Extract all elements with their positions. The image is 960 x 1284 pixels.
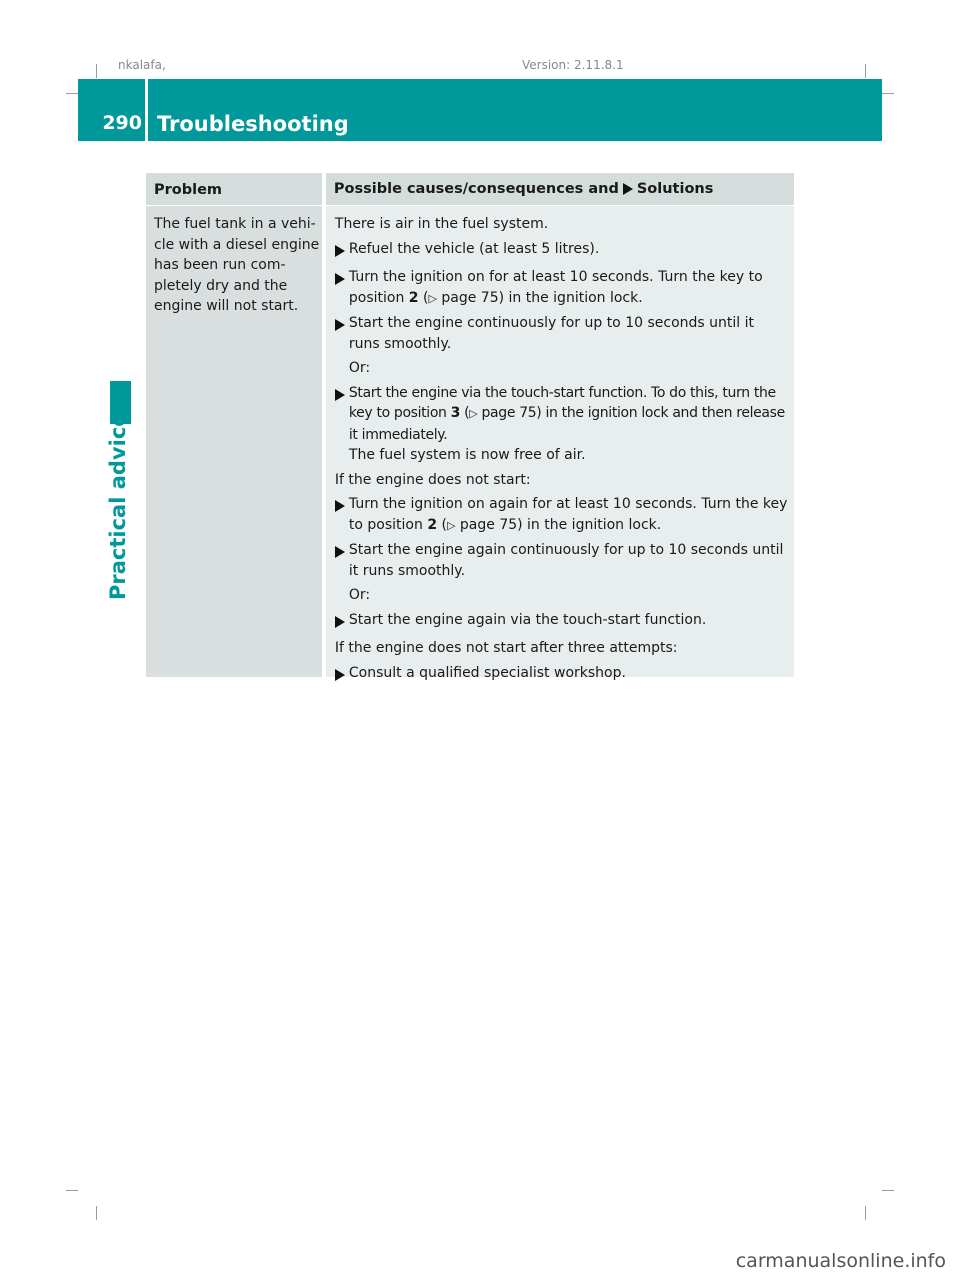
solution-step <box>335 494 788 536</box>
cause-text: There is air in the fuel system. <box>334 216 549 232</box>
step-text: Turn the ignition on again for at least 10 seconds. Turn the key to position 2 (▷ page 75) in the ignition lock. <box>348 496 788 533</box>
section-title: Troubleshooting <box>157 112 349 136</box>
action-arrow-icon <box>335 245 345 257</box>
action-arrow-icon <box>335 319 345 331</box>
page-reference-icon: ▷ <box>469 407 478 420</box>
header-text-causes: Possible causes/consequences and <box>333 181 619 197</box>
solution-step <box>335 383 788 446</box>
solution-step <box>335 313 788 354</box>
crop-mark <box>96 1206 97 1220</box>
result-note: The fuel system is now free of air. <box>348 447 586 463</box>
page-number: 290 <box>102 112 142 134</box>
step-text: Start the engine again continuously for up to 10 seconds until it runs smoothly. <box>348 542 784 579</box>
crop-mark <box>865 64 866 78</box>
side-section-label: Practical advice <box>106 412 130 600</box>
solutions-cell <box>326 206 794 681</box>
solution-step <box>335 610 788 635</box>
problem-line: engine will not start. <box>154 298 299 314</box>
solution-step <box>335 540 788 581</box>
condition-text: If the engine does not start after three attempts: <box>334 640 678 656</box>
step-text: Consult a qualified specialist workshop. <box>348 664 626 681</box>
problem-line: The fuel tank in a vehi- <box>154 216 316 232</box>
page-reference-icon: ▷ <box>446 518 456 532</box>
solution-step <box>335 239 788 264</box>
table-row <box>146 206 794 681</box>
crop-mark <box>96 64 97 78</box>
troubleshooting-table <box>146 173 794 681</box>
header-text-solutions: Solutions <box>636 181 714 197</box>
column-header-problem: Problem <box>154 182 223 198</box>
watermark-link[interactable]: carmanualsonline.info <box>735 1250 946 1272</box>
print-meta-left: nkalafa, <box>118 58 166 72</box>
condition-text: If the engine does not start: <box>334 471 531 488</box>
problem-cell <box>146 206 322 677</box>
problem-line: pletely dry and the <box>154 277 288 294</box>
action-arrow-icon <box>335 669 345 681</box>
problem-line: has been run com- <box>154 257 286 273</box>
crop-mark <box>865 1206 866 1220</box>
step-text: Start the engine continuously for up to 10 seconds until it runs smoothly. <box>348 315 754 352</box>
action-arrow-icon <box>335 389 345 401</box>
crop-mark <box>882 1190 894 1191</box>
header-divider <box>145 79 148 141</box>
column-header-solutions <box>326 173 794 205</box>
crop-mark <box>882 93 894 94</box>
crop-mark <box>66 1190 78 1191</box>
step-text: Start the engine via the touch-start function. To do this, turn the key to position 3 (▷ page 75) in the ignition lock and then release it immediately. <box>348 384 785 443</box>
action-arrow-icon <box>335 546 345 558</box>
step-text: Refuel the vehicle (at least 5 litres). <box>348 240 600 257</box>
page-reference-icon: ▷ <box>428 291 437 305</box>
or-label: Or: <box>348 360 371 376</box>
action-arrow-icon <box>335 616 345 628</box>
action-arrow-icon <box>335 500 345 512</box>
table-header <box>146 173 794 205</box>
print-meta-right: Version: 2.11.8.1 <box>522 58 624 72</box>
action-arrow-icon <box>335 273 345 285</box>
step-text: Start the engine again via the touch-start function. <box>348 611 707 628</box>
solution-step <box>335 663 788 688</box>
or-label: Or: <box>348 587 371 603</box>
crop-mark <box>66 93 78 94</box>
solution-step <box>335 267 788 309</box>
action-arrow-icon <box>623 183 633 195</box>
step-text: Turn the ignition on for at least 10 seconds. Turn the key to position 2 (▷ page 75) in the ignition lock. <box>348 269 763 306</box>
problem-line: cle with a diesel engine <box>154 236 320 253</box>
